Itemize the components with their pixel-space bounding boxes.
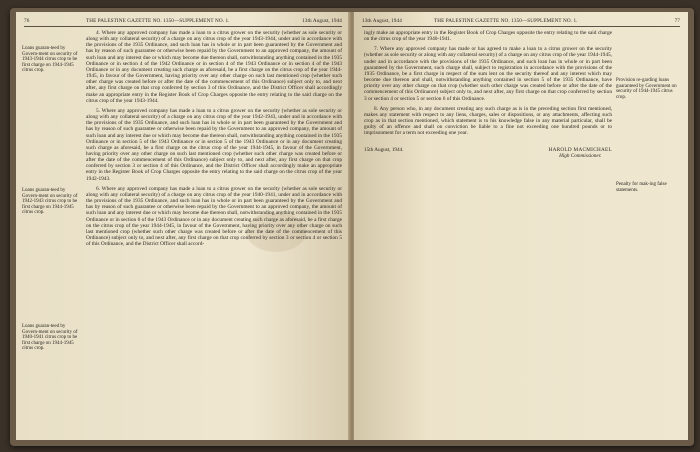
margin-note: Penalty for mak-ing false statements. bbox=[616, 182, 667, 193]
left-page-date: 13th August, 1944 bbox=[302, 18, 342, 24]
paragraph: 5. Where any approved company has made a loan to a citrus grower on the security (whether as sole security or along with any collateral security) of a charge on any citrus crop of the year 1942-1943, under and in accordance with the provisions of the 1935 Ordinance, and such loan has in whole or in part been guaranteed by the Government and has by reason of such guarantee or otherwise been repaid by the Government to an approved company, the amount of such loan and any interest due or which may become due thereon shall, notwithstanding anything contained in the 1935 Ordinance or in section 5 of the 1943 Ordinance or in section 5 of the 1943 Ordinance or in any document creating such charge as aforesaid, be a first charge on the citrus crop of the year 1944-1945, in favour of the Government, having priority over any other charge on such last mentioned crop (whether such other charge was created before or after the date of the commencement of this Ordinance) subject only to, and next after, any first charge on that crop conferred by section 3 or section 4 of this Ordinance, and the District Officer shall accordingly make an appropriate entry in the Register Book of Crop Charges opposite the entry relating to the said charge on the citrus crop of the year 1942-1943. bbox=[86, 107, 342, 182]
paragraph: 4. Where any approved company has made a loan to a citrus grower on the security (whether as sole security or along with any collateral security) of a charge on any citrus crop of the year 1943-1944, under and in accordance with the provisions of the 1935 Ordinance, and such loan has in whole or in part been guaranteed by the Government and has by reason of such guarantee or otherwise been repaid by the Government to an approved company, the amount of such loan and any interest due or which may become due thereon shall, notwithstanding anything contained in the 1935 Ordinance or in section 4 of the 1942 Ordinance or in section 4 of the 1943 Ordinance or in section 4 of the 1943 Ordinance or in any document creating such charge as aforesaid, be a first charge on the citrus crop of the year 1944-1945, in favour of the Government, having priority over any other charge on such last mentioned crop (whether such other charge was created before or after the date of the commencement of this Ordinance) subject only to, and next after, any first charge on that crop conferred by section 3 of this Ordinance, and the District Officer shall accordingly make an appropriate entry in the Register Book of Crop Charges opposite the entry relating to the said charge on the citrus crop of the year 1943-1944. bbox=[86, 30, 342, 104]
paragraph: 6. Where any approved company has made a loan to a citrus grower on the security (whether as sole security or along with any collateral security) of a charge on any citrus crop of the year 1940-1941, under and in accordance with the provisions of the 1935 Ordinance, and such loan has in whole or in part been guaranteed by the Government and has by reason of such guarantee or otherwise been repaid by the Government to an approved company, the amount of such loan and any interest due or which may become due thereon shall, notwithstanding anything contained in the 1935 Ordinance or in section 6 of the 1943 Ordinance or in any document creating such charge as aforesaid, be a first charge on the citrus crop of the year 1944-1945, in favour of the Government, having priority over any other charge on such last mentioned crop (whether such other charge was created before or after the date of the commencement of this Ordinance) subject only to, and next after, any first charge on that crop conferred by section 3 or section 4 or section 5 of this Ordinance, and the District Officer shall accord- bbox=[86, 185, 342, 248]
margin-note: Provision re-garding loans guaranteed by Government on security of 1944-1945 citrus crop. bbox=[616, 78, 677, 100]
paragraph: 8. Any person who, in any document creating any such charge as is in the preceding section first mentioned, makes any statement with respect to any liens, charges, sales or dispositions, or any attachments, affecting such crop as in that section mentioned, which statement is to his knowledge false in any material particular, shall be guilty of an offence and shall on conviction be liable to a fine not exceeding one hundred pounds or to imprisonment for a term not exceeding one year. bbox=[364, 105, 612, 137]
left-page-title: THE PALESTINE GAZETTE NO. 1350—SUPPLEMENT NO. 1. bbox=[86, 18, 230, 24]
signatory-title: High Commissioner. bbox=[559, 152, 602, 159]
right-page-header bbox=[362, 16, 680, 27]
signature-date: 15th August, 1944. bbox=[364, 146, 404, 153]
paragraph: ingly make an appropriate entry in the Register Book of Crop Charges opposite the entry relating to the said charge on the citrus crop of the year 1940-1941. bbox=[364, 30, 612, 43]
signatory-name: HAROLD MACMICHAEL bbox=[548, 146, 612, 153]
right-page-title: THE PALESTINE GAZETTE NO. 1350—SUPPLEMENT NO. 1. bbox=[434, 18, 578, 24]
left-page-number: 76 bbox=[24, 18, 30, 24]
right-body-text bbox=[364, 30, 612, 159]
margin-note: Loans guaran-teed by Govern-ment on security of 1940-1941 citrus crop to be first charge on 1944-1945 citrus crop. bbox=[22, 324, 78, 352]
right-page-number: 77 bbox=[674, 18, 680, 24]
right-page-date: 13th August, 1944 bbox=[362, 18, 402, 24]
left-body-text bbox=[86, 30, 342, 247]
paragraph: 7. Where any approved company has made or has agreed to make a loan to a citrus grower on the security (whether as sole security or along with any collateral security) of a charge on any citrus crop of the year 1944-1945, under and in accordance with the provisions of the 1935 Ordinance, and such loan has in whole or in part been guaranteed by the Government, such charge shall, subject to registration in accordance with the provisions of the 1935 Ordinance, be a first charge in respect of the sum lent on the security thereof and any interest which may become due thereon and shall, notwithstanding anything contained in section 5 of the 1935 Ordinance, have priority over any other charge on that crop (whether such other charge was created before or after the date of the commencement of this Ordinance) subject only to, and next after, any first charge on that crop conferred by section 3 or section 4 or section 5 or section 6 of this Ordinance. bbox=[364, 46, 612, 102]
book-spread bbox=[10, 8, 694, 446]
right-page bbox=[354, 12, 688, 440]
left-page bbox=[16, 12, 350, 440]
margin-note: Loans guaran-teed by Govern-ment on security of 1942-1943 citrus crop to be first charge on 1944-1945 citrus crop. bbox=[22, 188, 78, 216]
margin-note: Loans guaran-teed by Govern-ment on security of 1943-1944 citrus crop to be first charge on 1944-1945 citrus crop. bbox=[22, 46, 78, 74]
left-page-header bbox=[24, 16, 342, 27]
